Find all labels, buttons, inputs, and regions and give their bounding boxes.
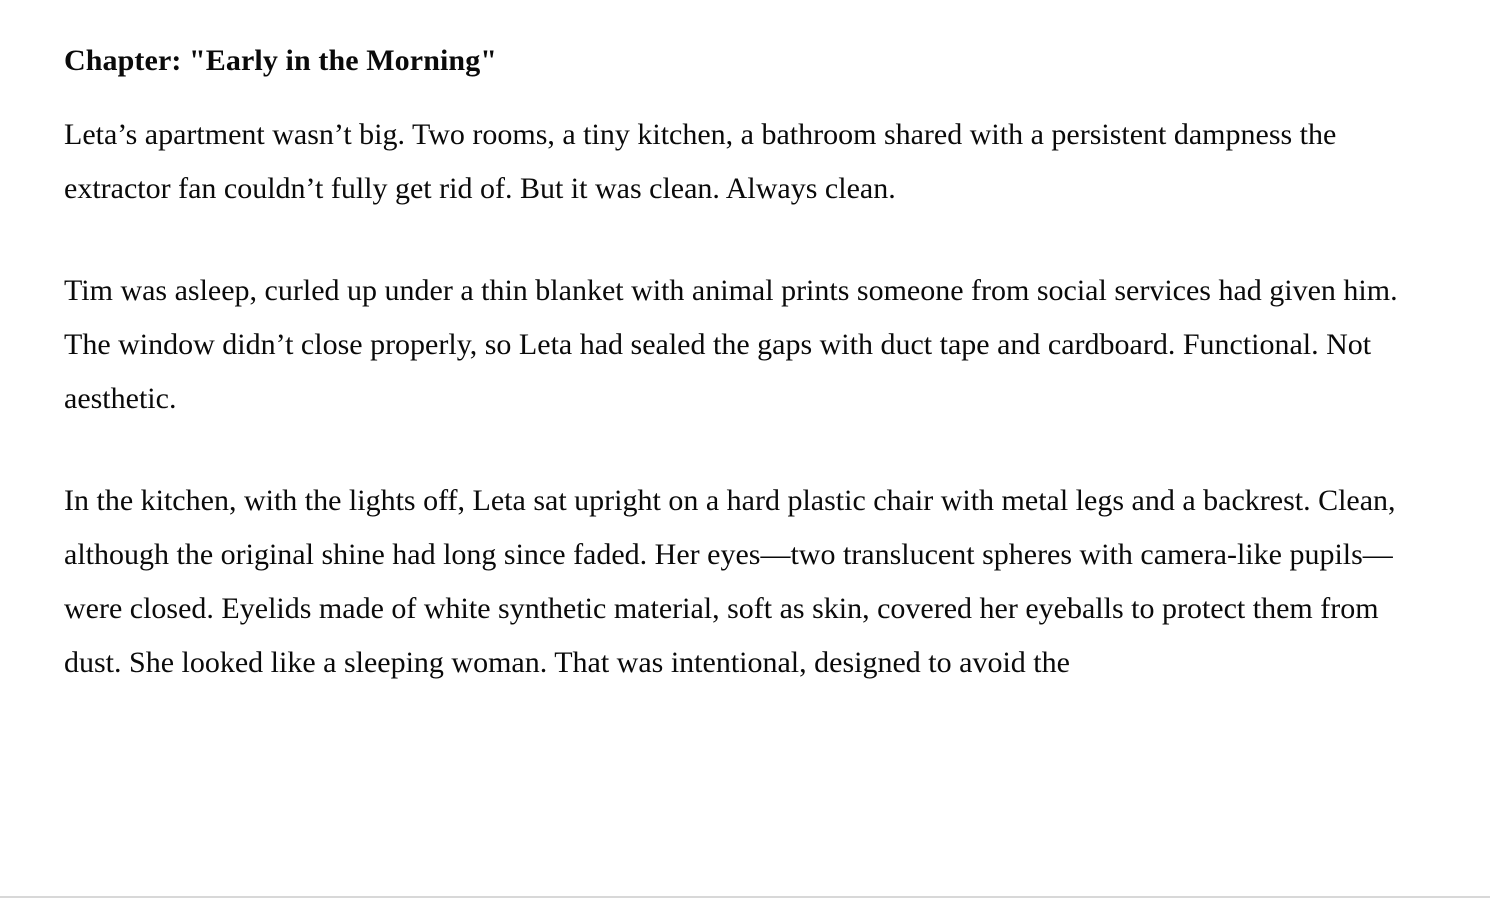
paragraph-3: In the kitchen, with the lights off, Leta sat upright on a hard plastic chair with metal legs and a backrest. Clean, although the original shine had long since faded. Her eyes—two translucent spheres with camera-like pupils—were closed. Eyelids made of white synthetic material, soft as skin, covered her eyeballs to protect them from dust. She looked like a sleeping woman. That was intentional, designed to avoid the <box>64 483 1396 679</box>
chapter-heading: Chapter: "Early in the Morning" <box>64 44 498 77</box>
paragraph-2: Tim was asleep, curled up under a thin blanket with animal prints someone from social services had given him. The window didn’t close properly, so Leta had sealed the gaps with duct tape and cardboard. Functional. Not aesthetic. <box>64 273 1398 415</box>
paragraph-1: Leta’s apartment wasn’t big. Two rooms, a tiny kitchen, a bathroom shared with a persistent dampness the extractor fan couldn’t fully get rid of. But it was clean. Always clean. <box>64 117 1337 205</box>
